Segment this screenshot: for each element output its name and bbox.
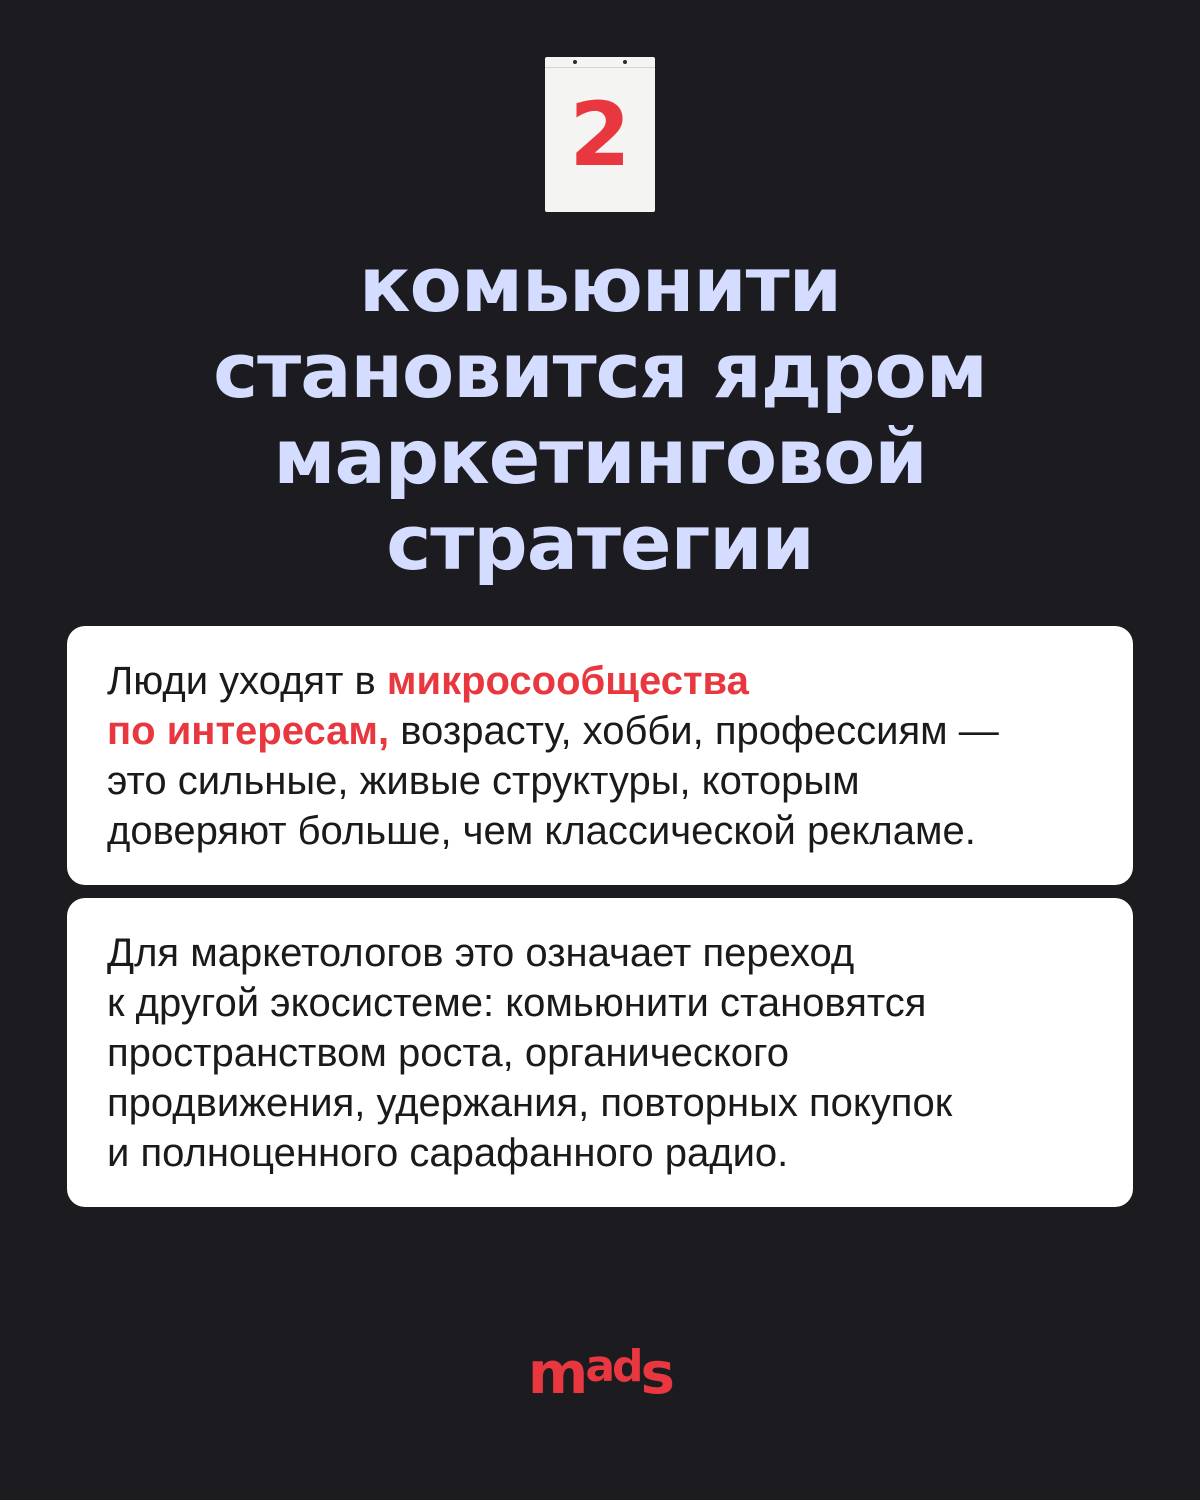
- card-accent-text: микросообщества: [386, 659, 749, 703]
- brand-logo: [0, 1338, 1200, 1414]
- calendar-page-icon: [545, 57, 655, 212]
- card-line: это сильные, живые структуры, которым: [107, 759, 860, 803]
- headline: [0, 242, 1200, 586]
- text-card-communities: [67, 626, 1133, 885]
- card-line: [107, 656, 1093, 706]
- card-line: Для маркетологов это означает переход: [107, 931, 855, 975]
- card-text: возрасту, хобби, профессиям —: [389, 709, 999, 753]
- card-line: доверяют больше, чем классической рекламе.: [107, 809, 976, 853]
- card-line: к другой экосистеме: комьюнити становятся: [107, 981, 927, 1025]
- card-line: пространством роста, органического: [107, 1031, 789, 1075]
- slide-number: 2: [569, 83, 631, 186]
- logo-part: m: [527, 1339, 586, 1407]
- card-text: Люди уходят в: [107, 659, 387, 703]
- card-line: [107, 706, 1093, 756]
- calendar-ring-icon: [623, 60, 627, 64]
- headline-line: маркетинговой: [273, 412, 927, 501]
- calendar-ring-icon: [573, 60, 577, 64]
- logo-part: ad: [585, 1341, 641, 1392]
- text-card-marketers: [67, 898, 1133, 1207]
- headline-line: становится ядром: [213, 326, 987, 415]
- calendar-binding: [545, 57, 655, 68]
- headline-line: комьюнити: [359, 240, 841, 329]
- card-line: и полноценного сарафанного радио.: [107, 1131, 789, 1175]
- card-accent-text: по интересам,: [107, 709, 390, 753]
- card-line: продвижения, удержания, повторных покупок: [107, 1081, 953, 1125]
- logo-part: s: [640, 1339, 673, 1407]
- headline-line: стратегии: [386, 498, 814, 587]
